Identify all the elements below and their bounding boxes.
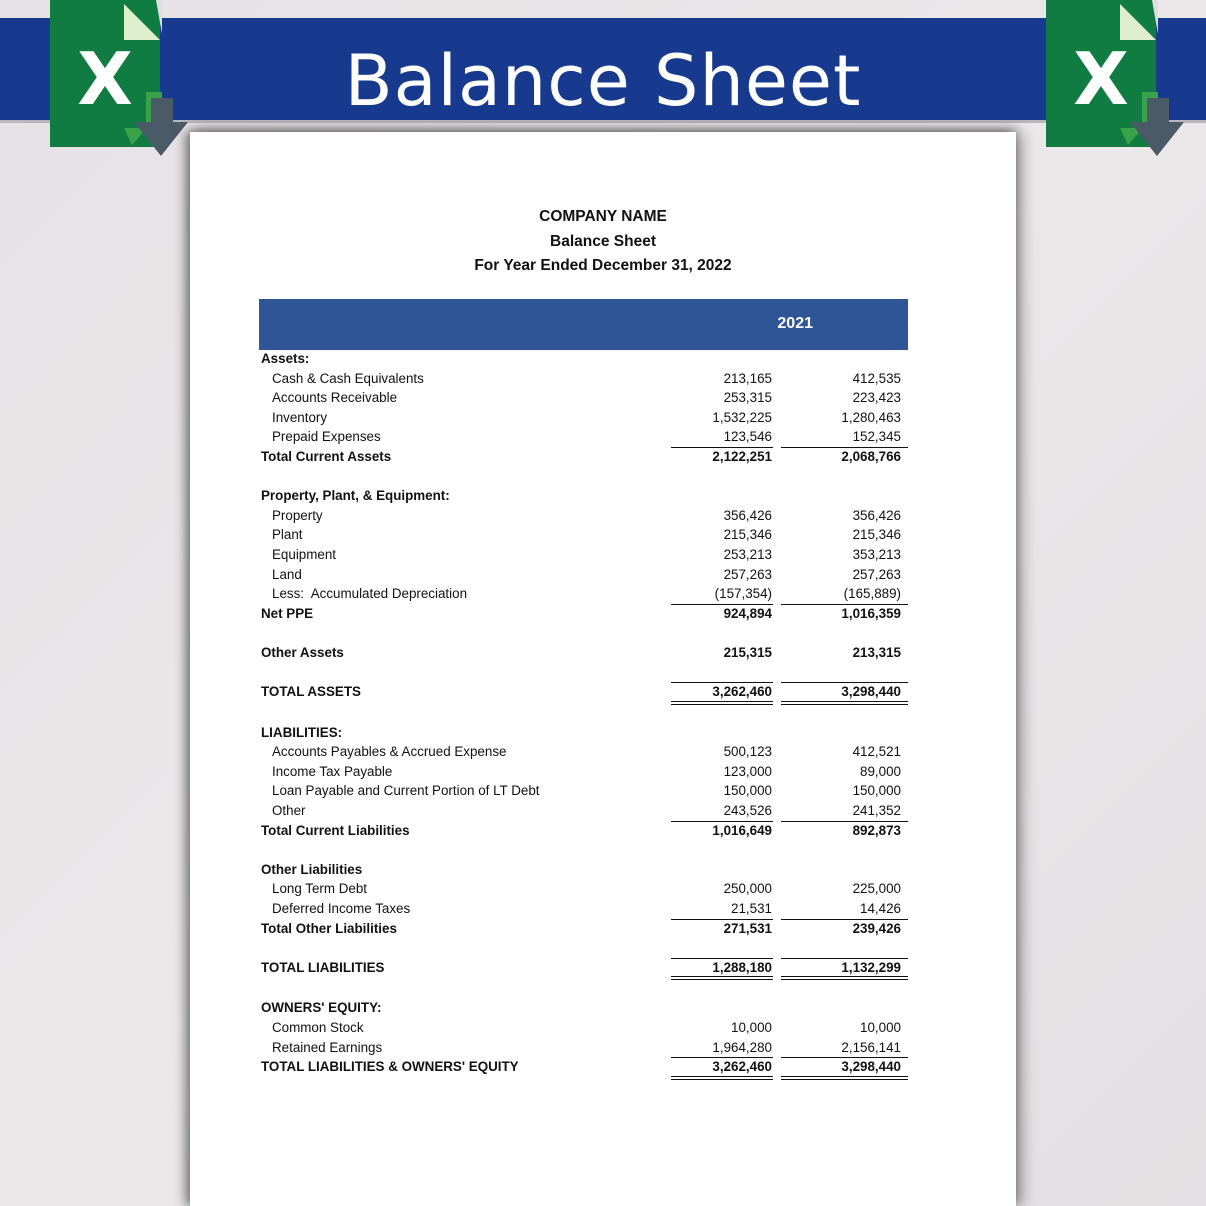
row-other-assets: Other Assets 215,315 213,315: [261, 644, 901, 660]
table-row: Income Tax Payable 123,000 89,000: [272, 763, 901, 779]
table-row: Common Stock 10,000 10,000: [272, 1020, 901, 1035]
document-heading: [190, 205, 1016, 279]
total-row-total-assets: TOTAL ASSETS 3,262,460 3,298,440: [259, 682, 908, 702]
document-title: Balance Sheet: [550, 232, 656, 250]
company-name: COMPANY NAME: [539, 208, 667, 225]
table-row: Cash & Cash Equivalents 213,165 412,535: [272, 370, 901, 386]
document-page: [190, 132, 1016, 1206]
table-row: Long Term Debt 250,000 225,000: [272, 881, 901, 897]
svg-text:X: X: [77, 37, 133, 121]
table-row: Loan Payable and Current Portion of LT Debt 150,000 150,000: [272, 783, 901, 799]
total-row-current-assets: Total Current Assets 2,122,251 2,068,766: [259, 447, 908, 467]
reporting-period: For Year Ended December 31, 2022: [474, 257, 732, 274]
total-row-net-ppe: Net PPE 924,894 1,016,359: [259, 604, 908, 624]
table-row: Equipment 253,213 353,213: [272, 546, 901, 562]
column-header-2021: 2021: [777, 315, 813, 332]
section-heading-ppe: Property, Plant, & Equipment:: [261, 488, 450, 504]
table-row: Plant 215,346 215,346: [272, 527, 901, 543]
table-row: Prepaid Expenses 123,546 152,345: [272, 429, 901, 445]
total-row-other-liabilities: Total Other Liabilities 271,531 239,426: [259, 919, 908, 939]
excel-download-icon: [1046, 0, 1186, 160]
svg-text:X: X: [1073, 37, 1129, 121]
total-row-current-liabilities: Total Current Liabilities 1,016,649 892,873: [259, 821, 908, 841]
table-row: Other 243,526 241,352: [272, 803, 901, 819]
excel-download-icon: [50, 0, 190, 160]
table-row: Less: Accumulated Depreciation (157,354) (165,889): [272, 586, 901, 602]
balance-sheet-rows: [259, 349, 908, 1077]
total-row-liabilities-and-equity: TOTAL LIABILITIES & OWNERS' EQUITY 3,262,460 3,298,440: [259, 1057, 908, 1077]
table-row: Accounts Receivable 253,315 223,423: [272, 390, 901, 406]
column-header-2022: 2022: [907, 315, 943, 332]
table-row: Retained Earnings 1,964,280 2,156,141: [272, 1039, 901, 1055]
table-row: Land 257,263 257,263: [272, 566, 901, 582]
section-heading-other-liabilities: Other Liabilities: [261, 861, 363, 877]
section-heading-liabilities: LIABILITIES:: [261, 724, 343, 740]
table-row: Accounts Payables & Accrued Expense 500,123 412,521: [272, 744, 901, 760]
table-header: [259, 299, 943, 350]
total-row-total-liabilities: TOTAL LIABILITIES 1,288,180 1,132,299: [259, 958, 908, 978]
section-heading-owners-equity: OWNERS' EQUITY:: [261, 1000, 382, 1016]
table-row: Inventory 1,532,225 1,280,463: [272, 409, 901, 425]
banner-title: Balance Sheet: [344, 40, 862, 122]
table-row: Deferred Income Taxes 21,531 14,426: [272, 901, 901, 917]
section-heading-assets: Assets:: [261, 351, 310, 366]
table-row: Property 356,426 356,426: [272, 507, 901, 523]
